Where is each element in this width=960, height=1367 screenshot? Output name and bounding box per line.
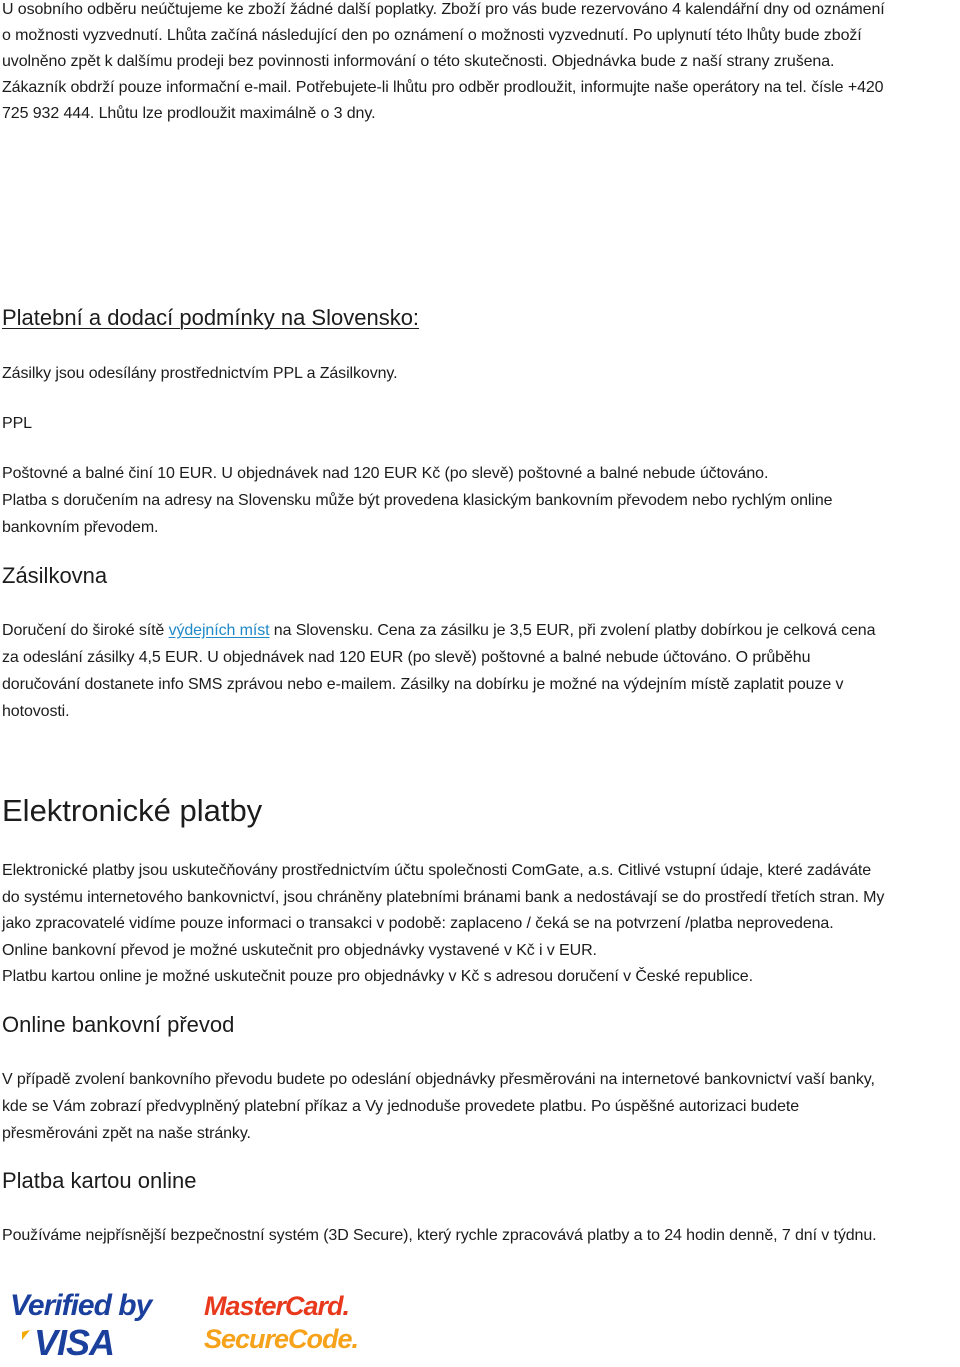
zasilkovna-line-4: hotovosti. — [2, 703, 70, 720]
payment-logos-svg — [0, 1282, 400, 1362]
zasilkovna-heading: Zásilkovna — [2, 563, 108, 588]
bank-transfer-line-1: V případě zvolení bankovního převodu budete po odeslání objednávky přesměrováni na internetové bankovnictví vaší banky, — [2, 1071, 875, 1088]
intro-line-4: Zákazník obdrží pouze informační e-mail. Potřebujete-li lhůtu pro odběr prodloužit, informujte naše operátory na tel. čísle +420 — [2, 79, 884, 96]
zasilkovna-line-1-start: Doručení do široké sítě — [2, 622, 169, 639]
zasilkovna-line-2: za odeslání zásilky 4,5 EUR. U objednávek nad 120 EUR (po slevě) poštovné a balné nebude účtováno. O průběhu — [2, 649, 811, 666]
intro-line-1: U osobního odběru neúčtujeme ke zboží žádné další poplatky. Zboží pro vás bude rezervováno 4 kalendářní dny od oznámení — [2, 1, 885, 18]
electronic-line-3: jako zpracovatelé vidíme pouze informaci o transakci v podobě: zaplaceno / čeká se na potvrzení /platba neprovedena. — [2, 915, 834, 932]
zasilkovna-line-1-end: na Slovensku. Cena za zásilku je 3,5 EUR, při zvolení platby dobírkou je celková cena — [269, 622, 876, 639]
verified-by-text: Verified by — [10, 1289, 152, 1322]
electronic-line-5: Platbu kartou online je možné uskutečnit pouze pro objednávky v Kč s adresou doručení v České republice. — [2, 968, 753, 985]
ppl-label: PPL — [2, 415, 32, 432]
electronic-line-1: Elektronické platby jsou uskutečňovány prostřednictvím účtu společnosti ComGate, a.s. Citlivé vstupní údaje, které zadáváte — [2, 862, 872, 879]
slovakia-carriers-text: Zásilky jsou odesílány prostřednictvím PPL a Zásilkovny. — [2, 365, 398, 382]
securecode-text: SecureCode. — [204, 1324, 359, 1354]
ppl-line-3: bankovním převodem. — [2, 519, 159, 536]
ppl-line-1: Poštovné a balné činí 10 EUR. U objednávek nad 120 EUR Kč (po slevě) poštovné a balné nebude účtováno. — [2, 465, 769, 482]
bank-transfer-line-3: přesměrováni zpět na naše stránky. — [2, 1125, 251, 1142]
zasilkovna-line-1 — [2, 621, 875, 641]
mastercard-text: MasterCard. — [204, 1291, 350, 1321]
electronic-line-4: Online bankovní převod je možné uskutečnit pro objednávky vystavené v Kč i v EUR. — [2, 942, 597, 959]
bank-transfer-line-2: kde se Vám zobrazí předvyplněný platební příkaz a Vy jednoduše provedete platbu. Po úspěšné autorizaci budete — [2, 1098, 800, 1115]
intro-line-3: uvolněno zpět k dalšímu prodeji bez povinnosti informování o této skutečnosti. Objednávka bude z naší strany zrušena. — [2, 53, 835, 70]
intro-line-5: 725 932 444. Lhůtu lze prodloužit maximálně o 3 dny. — [2, 105, 376, 122]
visa-text: VISA — [34, 1322, 115, 1362]
verified-by-visa-logo — [10, 1289, 154, 1362]
card-payment-line: Používáme nejpřísnější bezpečnostní systém (3D Secure), který rychle zpracovává platby a to 24 hodin denně, 7 dní v týdnu. — [2, 1227, 877, 1244]
ppl-line-2: Platba s doručením na adresy na Slovensku může být provedena klasickým bankovním převodem nebo rychlým online — [2, 492, 833, 509]
bank-transfer-heading: Online bankovní převod — [2, 1012, 235, 1037]
electronic-line-2: do systému internetového bankovnictví, jsou chráněny platebními bránami bank a nedostávají se do prostředí třetích stran. My — [2, 889, 885, 906]
slovakia-heading: Platební a dodací podmínky na Slovensko: — [2, 305, 420, 330]
intro-line-2: o možnosti vyzvednutí. Lhůta začíná následující den po oznámení o možnosti vyzvednutí. Po uplynutí této lhůty bude zboží — [2, 27, 862, 44]
mastercard-securecode-logo — [204, 1291, 358, 1354]
visa-accent-mark — [22, 1330, 30, 1340]
pickup-points-link[interactable]: výdejních míst — [168, 622, 270, 639]
payment-logos — [0, 1282, 400, 1362]
zasilkovna-line-3: doručování dostanete info SMS zprávou nebo e-mailem. Zásilky na dobírku je možné na výdejním místě zaplatit pouze v — [2, 676, 844, 693]
card-payment-heading: Platba kartou online — [2, 1168, 197, 1193]
electronic-payments-heading: Elektronické platby — [2, 793, 263, 828]
